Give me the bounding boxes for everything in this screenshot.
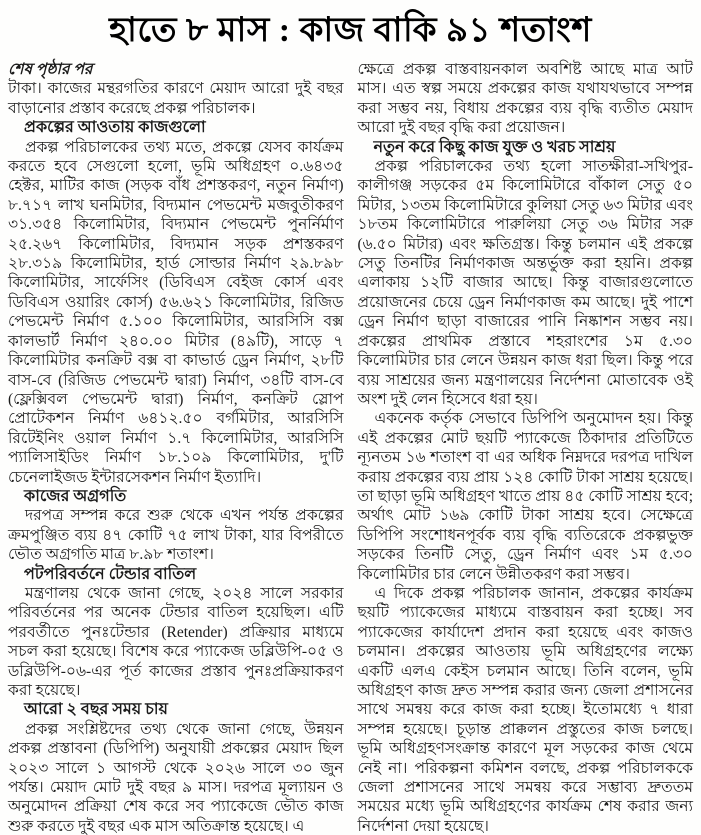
paragraph: একনেক কর্তৃক সেভাবে ডিপিপি অনুমোদন হয়। কিন্তু এই প্রকল্পের মোট ছয়টি প্যাকেজে ঠিকাদার প্রতিটিতে ন্যূনতম ১৬ শতাংশ বা এর অধিক নিম্নদরে দরপত্র দাখিল করায় প্রকল্পের ব্যয় প্রায় ১২৪ কোটি টাকা সাশ্রয় হয়েছে। তা ছাড়া ভূমি অধিগ্রহণ খাতে প্রায় ৪৫ কোটি সাশ্রয় হবে; অর্থাৎ মোট ১৬৯ কোটি টাকা সাশ্রয় হবে। সেক্ষেত্রে ডিপিপি সংশোধনপূর্বক ব্যয় বৃদ্ধি ব্যতিরেকে প্রকল্পভুক্ত সড়কের তিনটি সেতু, ড্রেন নির্মাণ এবং ১ম ৫.৩০ কিলোমিটার চার লেনে উন্নীতকরণ করা সম্ভব। (357, 410, 693, 583)
section-subhead: কাজের অগ্রগতি (24, 487, 127, 505)
article-column-left (8, 60, 344, 835)
paragraph: এ দিকে প্রকল্প পরিচালক জানান, প্রকল্পের কার্যক্রম ছয়টি প্যাকেজের মাধ্যমে বাস্তবায়ন করা হচ্ছে। সব প্যাকেজের কার্যাদেশ প্রদান করা হয়েছে এবং কাজও চলমান। প্রকল্পের আওতায় ভূমি অধিগ্রহণের লক্ষ্যে একটি এলএ কেইস চলমান আছে। তিনি বলেন, ভূমি অধিগ্রহণ কাজ দ্রুত সম্পন্ন করার জন্য জেলা প্রশাসনের সাথে সমন্বয় করে কাজ করা হচ্ছে। ইতোমধ্যে ৭ ধারা সম্পন্ন হয়েছে। চূড়ান্ত প্রাক্কলন প্রস্তুতের কাজ চলছে। ভূমি অধিগ্রহণসংক্রান্ত কারণে মূল সড়কের কাজ থেমে নেই না। পরিকল্পনা কমিশন বলছে, প্রকল্প পরিচালককে জেলা প্রশাসনের সাথে সমন্বয় করে সম্ভাব্য দ্রুততম সময়ের মধ্যে ভূমি অধিগ্রহণের কার্যক্রম শেষ করার জন্য নির্দেশনা দেয়া হয়েছে। (357, 584, 693, 835)
section-subhead: আরো ২ বছর সময় চায় (24, 701, 168, 719)
paragraph: মন্ত্রণালয় থেকে জানা গেছে, ২০২৪ সালে সরকার পরিবর্তনের পর অনেক টেন্ডার বাতিল হয়েছিল। এটি পরবর্তীতে পুনঃটেন্ডার (Retender) প্রক্রিয়ার মাধ্যমে সচল করা হয়েছে। বিশেষ করে প্যাকেজ ডব্লিউপি-০৫ ও ডব্লিউপি-০৬-এর পূর্ত কাজের প্রস্তাব পুনঃপ্রক্রিয়াকরণ করা হয়েছে। (8, 584, 344, 699)
continued-from-label: শেষ পৃষ্ঠার পর (8, 61, 93, 78)
paragraph: ক্ষেত্রে প্রকল্প বাস্তবায়নকাল অবশিষ্ট আছে মাত্র আট মাস। এত স্বল্প সময়ে প্রকল্পের কাজ যথাযথভাবে সম্পন্ন করা সম্ভব নয়, বিধায় প্রকল্পের ব্যয় বৃদ্ধি ব্যতীত মেয়াদ আরো দুই বছর বৃদ্ধি করা প্রয়োজন। (357, 61, 693, 137)
paragraph: প্রকল্প পরিচালকের তথ্য মতে, প্রকল্পে যেসব কার্যক্রম করতে হবে সেগুলো হলো, ভূমি অধিগ্রহণ ০.৬৪৩৫ হেক্টর, মাটির কাজ (সড়ক বাঁধ প্রশস্তকরণ, নতুন নির্মাণ) ৮.৭১৭ লাখ ঘনমিটার, বিদ্যমান পেভমেন্ট মজবুতীকরণ ৩১.৩৫৪ কিলোমিটার, বিদ্যমান পেভমেন্ট পুনর্নির্মাণ ২৫.২৬৭ কিলোমিটার, বিদ্যমান সড়ক প্রশস্তকরণ ২৮.৩১৯ কিলোমিটার, হার্ড সোল্ডার নির্মাণ ২৯.৮৯৮ কিলোমিটার, সার্ফেসিং (ডিবিএস বেইজ কোর্স এবং ডিবিএস ওয়ারিং কোর্স) ৫৬.৬২১ কিলোমিটার, রিজিড পেভমেন্ট নির্মাণ ৫.১০০ কিলোমিটার, আরসিসি বক্স কালভার্ট নির্মাণ ২৪০.০০ মিটার (৪৯টি), সাড়ে ৭ কিলোমিটার কনক্রিট বক্স বা কাভার্ড ড্রেন নির্মাণ, ২৮টি বাস-বে (রিজিড পেভমেন্ট দ্বারা) নির্মাণ, ৩৪টি বাস-বে (ফ্লেক্সিবল পেভমেন্ট দ্বারা) নির্মাণ, কনক্রিট স্লোপ প্রোটেকশন নির্মাণ ৬৪১২.৫০ বর্গমিটার, আরসিসি রিটেইনিং ওয়াল নির্মাণ ১.৭ কিলোমিটার, আরসিসি প্যালিসাইডিং নির্মাণ ১৮.১০৯ কিলোমিটার, দু'টি চেনেলাইজড ইন্টারসেকশন নির্মাণ ইত্যাদি। (8, 138, 344, 486)
article-body (8, 60, 693, 835)
section-subhead: প্রকল্পের আওতায় কাজগুলো (24, 119, 206, 137)
paragraph: দরপত্র সম্পন্ন করে শুরু থেকে এখন পর্যন্ত প্রকল্পের ক্রমপুঞ্জিত ব্যয় ৪৭ কোটি ৭৫ লাখ টাকা, যার বিপরীতে ভৌত অগ্রগতি মাত্র ৮.৯৮ শতাংশ। (8, 507, 344, 564)
paragraph: প্রকল্প পরিচালকের তথ্য হলো সাতক্ষীরা-সখিপুর-কালীগঞ্জ সড়কের ৫ম কিলোমিটারে বাঁকাল সেতু ৫০ মিটার, ১৩তম কিলোমিটারে কুলিয়া সেতু ৬৩ মিটার এবং ১৮তম কিলোমিটারে পারুলিয়া সেতু ৩৬ মিটার সরু (৬.৫০ মিটার) এবং ক্ষতিগ্রস্ত। কিন্তু চলমান এই প্রকল্পে সেতু তিনটির নির্মাণকাজ অন্তর্ভুক্ত করা হয়নি। প্রকল্প এলাকায় ১২টি বাজার আছে। কিন্তু বাজারগুলোতে প্রয়োজনের চেয়ে ড্রেন নির্মাণকাজ কম আছে। দুই পাশে ড্রেন নির্মাণ ছাড়া বাজারের পানি নিষ্কাশন সম্ভব নয়। প্রকল্পের প্রাথমিক প্রস্তাবে শহরাংশের ১ম ৫.৩০ কিলোমিটার চার লেনে উন্নয়ন কাজ ধরা ছিল। কিন্তু পরে ব্যয় সাশ্রয়ের জন্য মন্ত্রণালয়ের নির্দেশনা মোতাবেক ওই অংশ দুই লেন হিসেবে ধরা হয়। (357, 158, 693, 408)
paragraph: টাকা। কাজের মন্থরগতির কারণে মেয়াদ আরো দুই বছর বাড়ানোর প্রস্তাব করেছে প্রকল্প পরিচালক। (8, 80, 344, 117)
paragraph: প্রকল্প সংশ্লিষ্টদের তথ্য থেকে জানা গেছে, উন্নয়ন প্রকল্প প্রস্তাবনা (ডিপিপি) অনুযায়ী প্রকল্পের মেয়াদ ছিল ২০২৩ সালে ১ আগস্ট থেকে ২০২৬ সালে ৩০ জুন পর্যন্ত। মেয়াদ মোট দুই বছর ৯ মাস। দরপত্র মূল্যায়ন ও অনুমোদন প্রক্রিয়া শেষ করে সব প্যাকেজে ভৌত কাজ শুরু করতে দুই বছর এক মাস অতিক্রান্ত হয়েছে। এ (8, 720, 344, 835)
article-headline: হাতে ৮ মাস : কাজ বাকি ৯১ শতাংশ (109, 12, 592, 49)
article-column-right (358, 60, 694, 835)
section-subhead: নতুন করে কিছু কাজ যুক্ত ও খরচ সাশ্রয় (373, 138, 616, 156)
section-subhead: পটপরিবর্তনে টেন্ডার বাতিল (24, 565, 197, 583)
